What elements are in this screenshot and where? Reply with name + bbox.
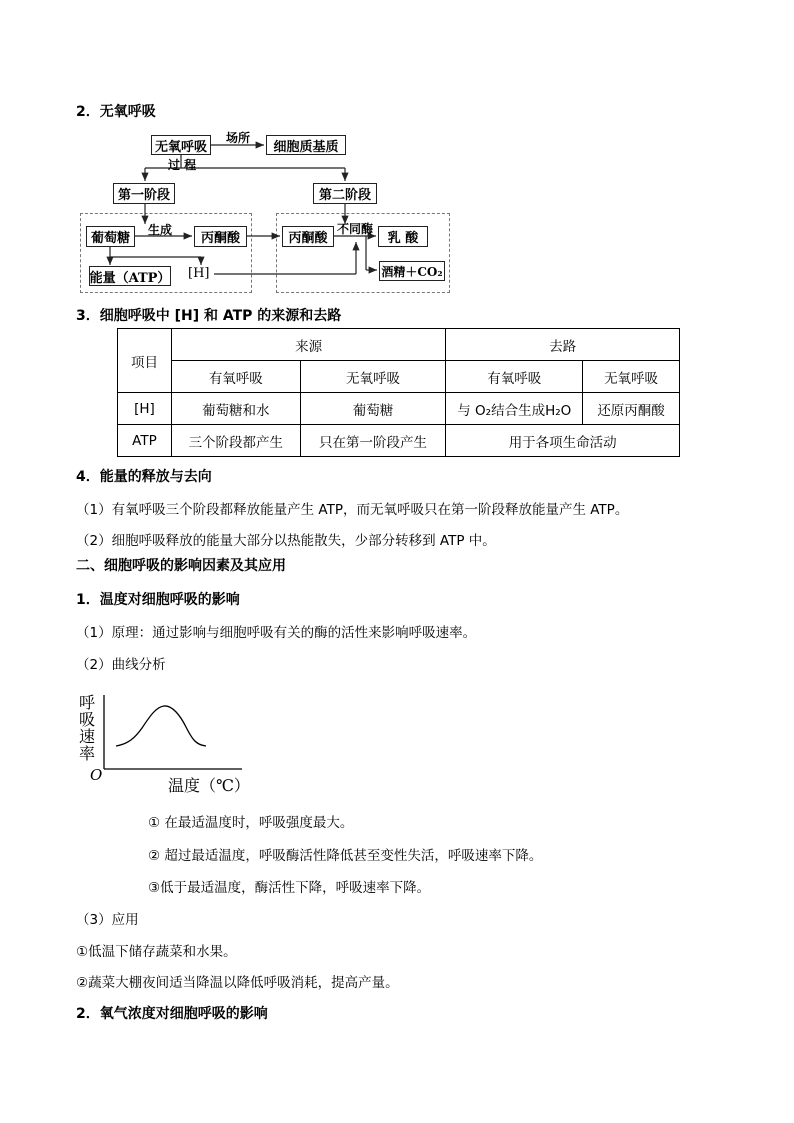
alcohol-co2-box: 酒精＋CO₂: [379, 261, 445, 281]
y-axis-label: 呼 吸 速 率: [78, 693, 95, 763]
paragraph-principle: （1）原理：通过影响与细胞呼吸有关的酶的活性来影响呼吸速率。: [76, 625, 477, 641]
glucose-box: 葡萄糖: [86, 226, 135, 247]
table-subheader: 有氧呼吸: [171, 361, 300, 393]
table-cell: 用于各项生命活动: [446, 425, 680, 457]
table-cell: 只在第一阶段产生: [300, 425, 446, 457]
paragraph-application: （3）应用: [76, 912, 139, 928]
site-box: 细胞质基质: [266, 135, 346, 155]
rate-curve: [116, 706, 206, 746]
table-header-destination: 去路: [446, 329, 680, 361]
stage1-box: 第一阶段: [113, 183, 175, 204]
enzyme-label: 不同酶: [337, 222, 374, 236]
table-subheader: 无氧呼吸: [583, 361, 680, 393]
curve-note-1: ① 在最适温度时，呼吸强度最大。: [148, 815, 354, 831]
paragraph: （1）有氧呼吸三个阶段都释放能量产生 ATP，而无氧呼吸只在第一阶段释放能量产生 ATP。: [76, 502, 629, 518]
energy-box: 能量（ATP）: [89, 266, 171, 286]
table-cell: [H]: [118, 393, 172, 425]
origin-label: O: [90, 766, 103, 784]
section-heading-oxygen: 2．氧气浓度对细胞呼吸的影响: [76, 1006, 268, 1022]
stage2-box: 第二阶段: [313, 183, 377, 204]
section-heading-h-atp: 3．细胞呼吸中 [H] 和 ATP 的来源和去路: [76, 308, 342, 324]
table-header-source: 来源: [171, 329, 445, 361]
x-axis-label: 温度（℃）: [168, 776, 250, 795]
curve-note-2: ② 超过最适温度，呼吸酶活性降低甚至变性失活，呼吸速率下降。: [148, 848, 543, 864]
site-label: 场所: [226, 131, 251, 145]
paragraph: （2）细胞呼吸释放的能量大部分以热能散失，少部分转移到 ATP 中。: [76, 533, 496, 549]
pyruvate2-box: 丙酮酸: [282, 226, 334, 247]
h-label: [H]: [188, 266, 210, 281]
table-cell: 与 O₂结合生成H₂O: [446, 393, 583, 425]
table-cell: 葡萄糖和水: [171, 393, 300, 425]
section-heading-energy: 4．能量的释放与去向: [76, 469, 212, 485]
lactic-acid-box: 乳 酸: [378, 226, 428, 247]
curve-note-3: ③低于最适温度，酶活性下降，呼吸速率下降。: [148, 880, 431, 896]
process-label: 过 程: [168, 158, 197, 172]
table-subheader: 有氧呼吸: [446, 361, 583, 393]
table-cell: 葡萄糖: [300, 393, 446, 425]
pyruvate1-box: 丙酮酸: [194, 226, 247, 247]
part-heading: 二、细胞呼吸的影响因素及其应用: [76, 558, 286, 574]
table-cell: 还原丙酮酸: [583, 393, 680, 425]
application-item-2: ②蔬菜大棚夜间适当降温以降低呼吸消耗，提高产量。: [76, 975, 399, 991]
flow-root-box: 无氧呼吸: [151, 135, 211, 155]
table-subheader: 无氧呼吸: [300, 361, 446, 393]
table-header-item: 项目: [118, 329, 172, 393]
section-heading-anaerobic: 2．无氧呼吸: [76, 104, 156, 120]
table-cell: 三个阶段都产生: [171, 425, 300, 457]
table-cell: ATP: [118, 425, 172, 457]
application-item-1: ①低温下储存蔬菜和水果。: [76, 944, 237, 960]
produce-label: 生成: [148, 223, 173, 237]
paragraph-curve-heading: （2）曲线分析: [76, 657, 166, 673]
section-heading-temperature: 1．温度对细胞呼吸的影响: [76, 592, 240, 608]
